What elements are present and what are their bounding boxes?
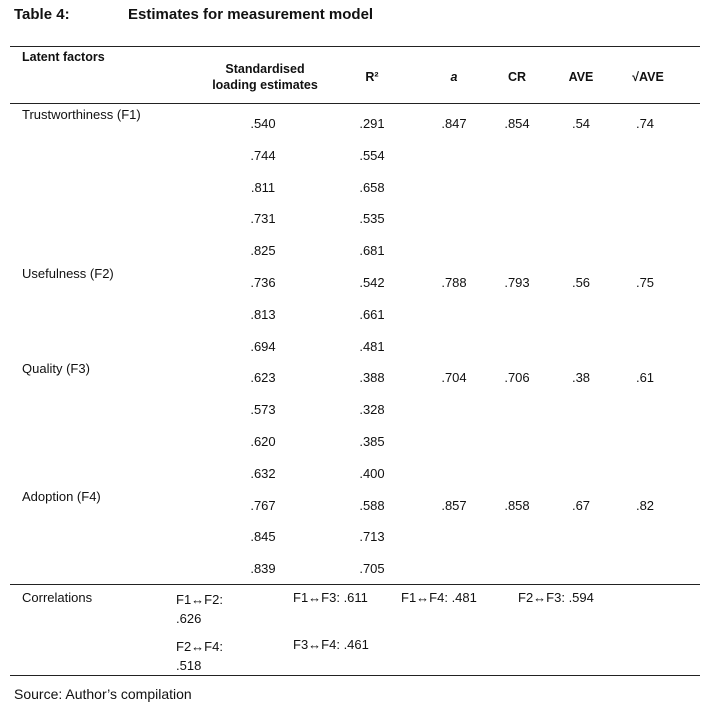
corr-f2-f3: F2↔F3: .594 xyxy=(518,590,594,605)
r2-value: .388 xyxy=(359,370,385,386)
correlations-rule xyxy=(10,584,700,585)
cr-value: .706 xyxy=(504,370,530,386)
loading-value: .540 xyxy=(250,116,276,131)
factor-name: Trustworthiness (F1) xyxy=(22,107,141,122)
r2-value: .291 xyxy=(359,116,385,131)
header-latent-factors: Latent factors xyxy=(22,50,105,64)
sqrt-ave-value: .61 xyxy=(635,370,655,386)
r2-value: .705 xyxy=(359,561,385,577)
r2-value: .588 xyxy=(359,497,385,513)
sqrt-ave-value: .74 xyxy=(635,116,655,131)
r2-value: .328 xyxy=(359,402,385,418)
loading-value: .731 xyxy=(250,211,276,227)
corr-f2-f4: F2↔F4: .518 xyxy=(176,639,223,673)
sqrt-ave-value: .82 xyxy=(635,497,655,513)
header-ave: AVE xyxy=(568,70,594,84)
ave-value: .56 xyxy=(571,275,591,290)
header-loading-2: loading estimates xyxy=(212,78,318,92)
alpha-value: .857 xyxy=(441,497,467,513)
header-r2: R² xyxy=(365,70,379,84)
cr-value: .793 xyxy=(504,275,530,290)
corr-f3-f4: F3↔F4: .461 xyxy=(293,637,369,652)
top-rule xyxy=(10,46,700,47)
factor-name: Quality (F3) xyxy=(22,361,90,377)
source-note: Source: Author’s compilation xyxy=(14,686,192,702)
loading-value: .744 xyxy=(250,147,276,163)
corr-f1-f2: F1↔F2: .626 xyxy=(176,592,223,626)
header-rule xyxy=(10,103,700,104)
loading-value: .623 xyxy=(250,370,276,386)
corr-f1-f3: F1↔F3: .611 xyxy=(293,590,368,605)
loading-value: .632 xyxy=(250,465,276,481)
cr-value: .854 xyxy=(504,116,530,131)
loading-value: .573 xyxy=(250,402,276,418)
loading-value: .694 xyxy=(250,338,276,354)
factor-name: Usefulness (F2) xyxy=(22,266,114,281)
corr-f1-f4: F1↔F4: .481 xyxy=(401,590,477,605)
header-alpha: a xyxy=(450,70,458,84)
alpha-value: .788 xyxy=(441,275,467,290)
r2-value: .554 xyxy=(359,147,385,163)
loading-value: .767 xyxy=(250,497,276,513)
header-sqrt-ave: √AVE xyxy=(632,70,664,84)
factor-name: Adoption (F4) xyxy=(22,488,101,504)
r2-value: .681 xyxy=(359,243,385,259)
correlations-label: Correlations xyxy=(22,590,93,605)
cr-value: .858 xyxy=(504,497,530,513)
r2-value: .385 xyxy=(359,434,385,449)
r2-value: .535 xyxy=(359,211,385,227)
loading-value: .813 xyxy=(250,306,276,322)
bottom-rule xyxy=(10,675,700,676)
r2-value: .713 xyxy=(359,529,385,545)
r2-value: .542 xyxy=(359,275,385,290)
sqrt-ave-value: .75 xyxy=(635,275,655,290)
r2-value: .481 xyxy=(359,338,385,354)
loading-value: .839 xyxy=(250,561,276,577)
table-label: Table 4: xyxy=(14,6,70,23)
loading-value: .845 xyxy=(250,529,276,545)
r2-value: .400 xyxy=(359,465,385,481)
alpha-value: .847 xyxy=(441,116,467,131)
loading-value: .825 xyxy=(250,243,276,259)
table-title: Estimates for measurement model xyxy=(128,6,374,23)
r2-value: .661 xyxy=(359,306,385,322)
alpha-value: .704 xyxy=(441,370,467,386)
header-loading-1: Standardised xyxy=(225,62,305,76)
ave-value: .54 xyxy=(571,116,591,131)
ave-value: .67 xyxy=(571,497,591,513)
loading-value: .620 xyxy=(250,434,276,449)
loading-value: .811 xyxy=(250,179,276,195)
r2-value: .658 xyxy=(359,179,385,195)
ave-value: .38 xyxy=(571,370,591,386)
header-cr: CR xyxy=(507,70,527,84)
loading-value: .736 xyxy=(250,275,276,290)
